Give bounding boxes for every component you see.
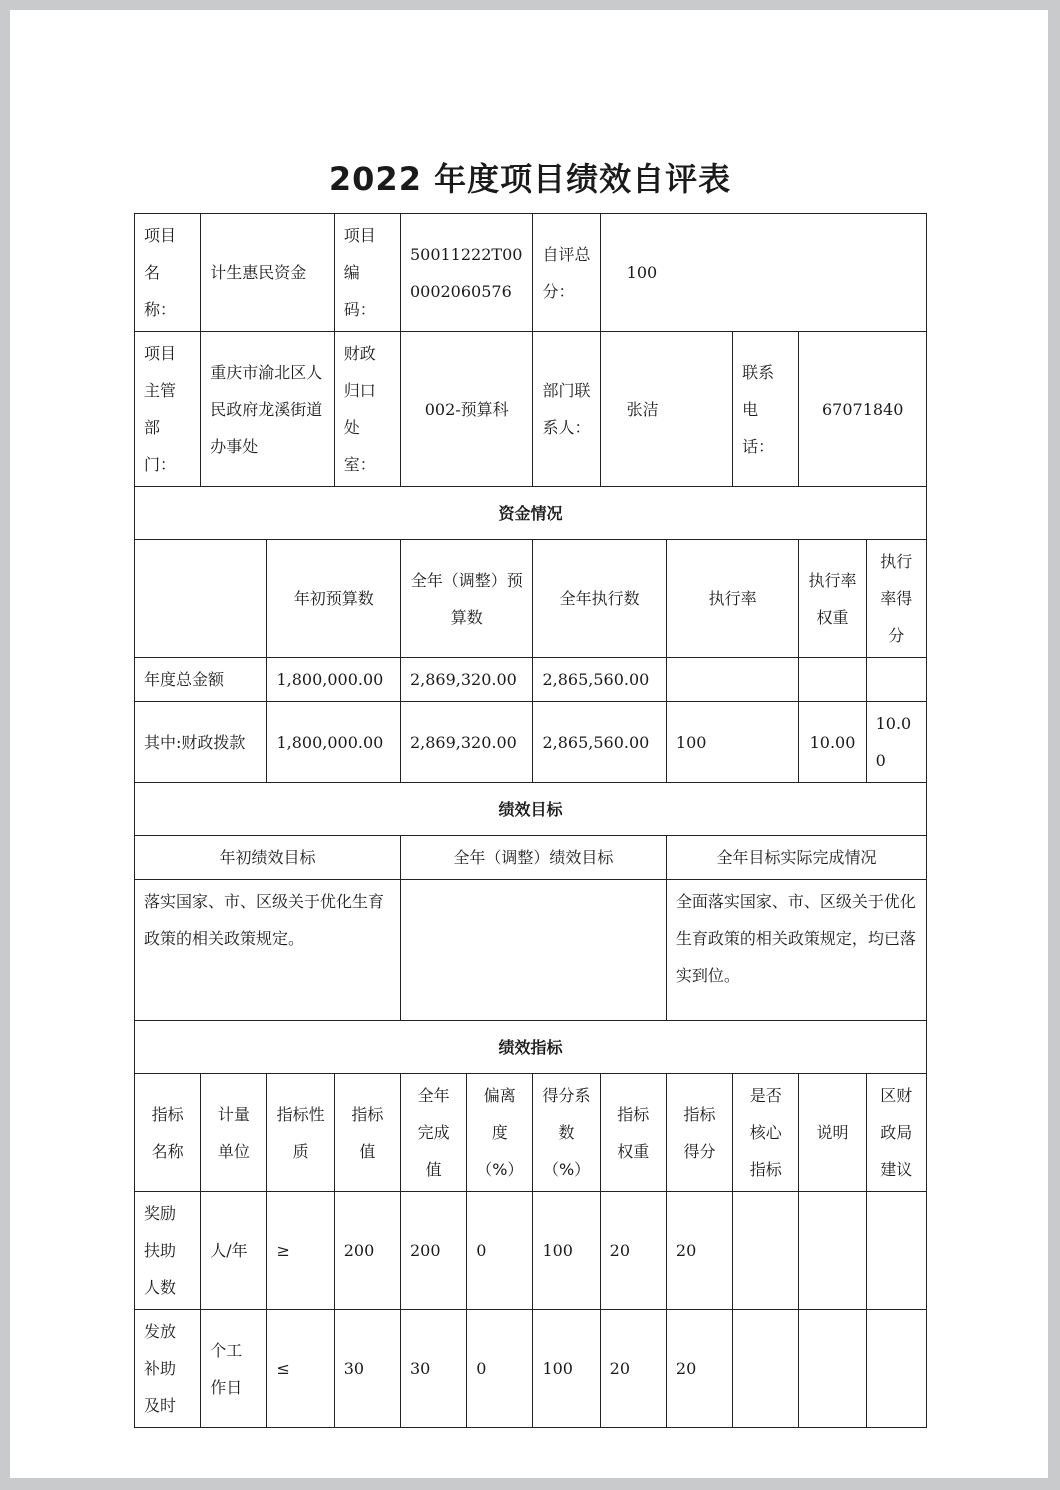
- phone-value: 67071840: [799, 332, 927, 487]
- funds-row-total: [135, 658, 927, 702]
- ind-nature: ≤: [267, 1310, 334, 1428]
- info-row-1: [135, 214, 927, 332]
- funds-row-label: 年度总金额: [135, 658, 267, 702]
- ind-completed: 30: [400, 1310, 466, 1428]
- ind-header-score: 指标得分: [666, 1074, 732, 1192]
- ind-completed: 200: [400, 1192, 466, 1310]
- ind-deviation: 0: [467, 1310, 533, 1428]
- funds-header-executed: 全年执行数: [533, 540, 666, 658]
- funds-row-weight: [799, 658, 866, 702]
- goals-header-row: [135, 836, 927, 880]
- funds-row-score: 10.00: [866, 702, 926, 783]
- goals-section-title: 绩效目标: [135, 783, 927, 836]
- ind-note: [799, 1192, 866, 1310]
- ind-core: [733, 1192, 799, 1310]
- contact-value: 张洁: [600, 332, 732, 487]
- ind-score: 20: [666, 1192, 732, 1310]
- funds-row-executed: 2,865,560.00: [533, 702, 666, 783]
- indicator-row: [135, 1192, 927, 1310]
- ind-note: [799, 1310, 866, 1428]
- ind-name: 发放补助及时: [135, 1310, 201, 1428]
- funds-header-blank: [135, 540, 267, 658]
- indicators-section-row: [135, 1021, 927, 1074]
- ind-header-core: 是否核心指标: [733, 1074, 799, 1192]
- indicator-row: [135, 1310, 927, 1428]
- funds-header-weight: 执行率权重: [799, 540, 866, 658]
- ind-weight: 20: [600, 1310, 666, 1428]
- ind-advice: [866, 1192, 926, 1310]
- phone-label: 联系电话：: [733, 332, 799, 487]
- goals-initial-text: 落实国家、市、区级关于优化生育政策的相关政策规定。: [135, 880, 401, 1021]
- goals-section-row: [135, 783, 927, 836]
- funds-row-adjusted: 2,869,320.00: [400, 702, 532, 783]
- project-code-value: 50011222T000002060576: [400, 214, 532, 332]
- ind-header-coef: 得分系数（%）: [533, 1074, 600, 1192]
- ind-unit: 人/年: [201, 1192, 267, 1310]
- funds-row-label: 其中:财政拨款: [135, 702, 267, 783]
- ind-header-advice: 区财政局建议: [866, 1074, 926, 1192]
- ind-header-completed: 全年完成值: [400, 1074, 466, 1192]
- ind-core: [733, 1310, 799, 1428]
- funds-row-initial: 1,800,000.00: [267, 658, 400, 702]
- goals-header-adjusted: 全年（调整）绩效目标: [400, 836, 666, 880]
- ind-score: 20: [666, 1310, 732, 1428]
- funds-header-score: 执行率得分: [866, 540, 926, 658]
- ind-coef: 100: [533, 1192, 600, 1310]
- funds-header-rate: 执行率: [666, 540, 798, 658]
- funds-row-adjusted: 2,869,320.00: [400, 658, 532, 702]
- funds-row-initial: 1,800,000.00: [267, 702, 400, 783]
- funds-row-rate: 100: [666, 702, 798, 783]
- info-row-2: [135, 332, 927, 487]
- goals-header-initial: 年初绩效目标: [135, 836, 401, 880]
- funds-row-executed: 2,865,560.00: [533, 658, 666, 702]
- goals-actual-text: 全面落实国家、市、区级关于优化生育政策的相关政策规定，均已落实到位。: [666, 880, 926, 1021]
- goals-header-actual: 全年目标实际完成情况: [666, 836, 926, 880]
- dept-value: 重庆市渝北区人民政府龙溪街道办事处: [201, 332, 334, 487]
- ind-header-unit: 计量单位: [201, 1074, 267, 1192]
- project-code-label: 项目编码：: [334, 214, 400, 332]
- dept-label: 项目主管部门：: [135, 332, 201, 487]
- ind-unit: 个工作日: [201, 1310, 267, 1428]
- ind-deviation: 0: [467, 1192, 533, 1310]
- funds-section-title: 资金情况: [135, 487, 927, 540]
- ind-value: 200: [334, 1192, 400, 1310]
- funds-header-adjusted: 全年（调整）预算数: [400, 540, 532, 658]
- funds-row-weight: 10.00: [799, 702, 866, 783]
- ind-header-deviation: 偏离度（%）: [467, 1074, 533, 1192]
- ind-nature: ≥: [267, 1192, 334, 1310]
- self-score-label: 自评总分：: [533, 214, 600, 332]
- goals-adjusted-text: [400, 880, 666, 1021]
- ind-value: 30: [334, 1310, 400, 1428]
- project-name-value: 计生惠民资金: [201, 214, 334, 332]
- finance-label: 财政归口处室：: [334, 332, 400, 487]
- ind-advice: [866, 1310, 926, 1428]
- project-name-label: 项目名称：: [135, 214, 201, 332]
- funds-row-score: [866, 658, 926, 702]
- funds-row-rate: [666, 658, 798, 702]
- ind-coef: 100: [533, 1310, 600, 1428]
- ind-name: 奖励扶助人数: [135, 1192, 201, 1310]
- indicators-section-title: 绩效指标: [135, 1021, 927, 1074]
- goals-content-row: [135, 880, 927, 1021]
- ind-header-weight: 指标权重: [600, 1074, 666, 1192]
- contact-label: 部门联系人：: [533, 332, 600, 487]
- page-title: 2022 年度项目绩效自评表: [328, 160, 732, 198]
- ind-header-value: 指标值: [334, 1074, 400, 1192]
- ind-header-name: 指标名称: [135, 1074, 201, 1192]
- ind-weight: 20: [600, 1192, 666, 1310]
- funds-header-initial: 年初预算数: [267, 540, 400, 658]
- funds-section-row: [135, 487, 927, 540]
- funds-row-fiscal: [135, 702, 927, 783]
- finance-value: 002-预算科: [400, 332, 532, 487]
- funds-header-row: [135, 540, 927, 658]
- ind-header-nature: 指标性质: [267, 1074, 334, 1192]
- indicators-header-row: [135, 1074, 927, 1192]
- ind-header-note: 说明: [799, 1074, 866, 1192]
- self-score-value: 100: [600, 214, 926, 332]
- performance-table: [134, 213, 927, 1428]
